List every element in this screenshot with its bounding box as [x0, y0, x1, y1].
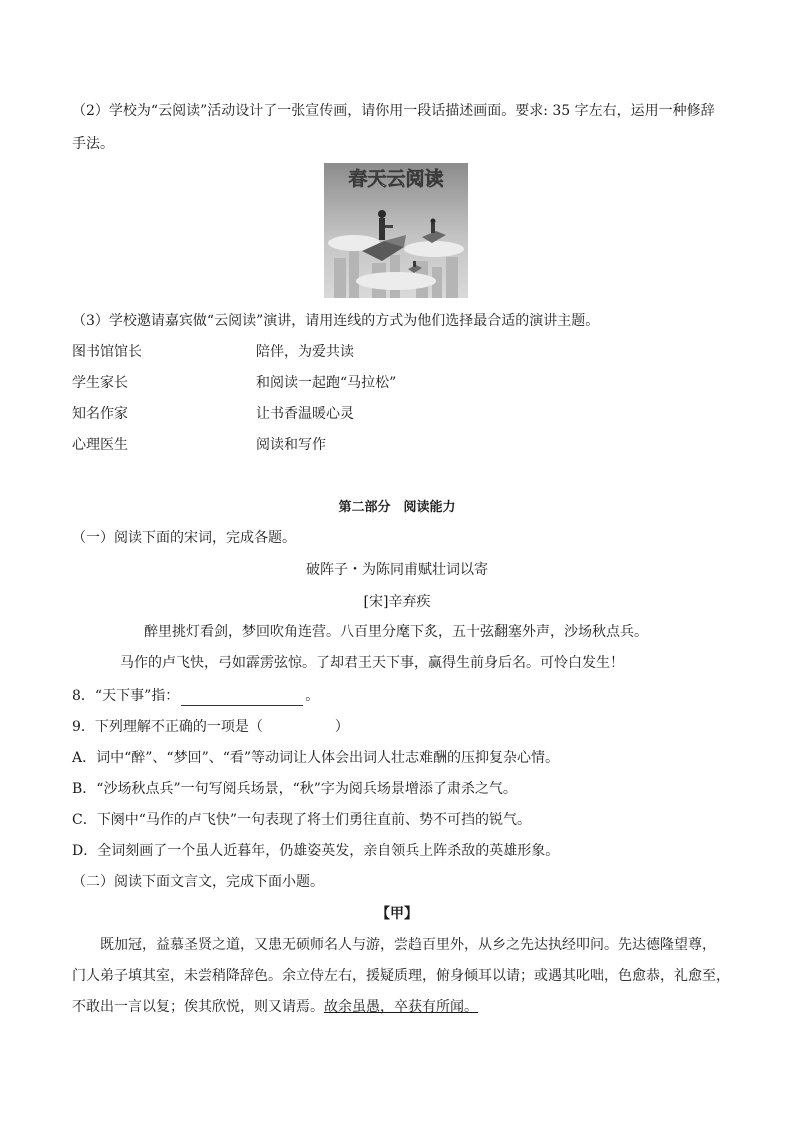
passage-paragraph-line3 — [72, 997, 478, 1017]
question-8 — [72, 686, 319, 706]
section-2-intro: （二）阅读下面文言文，完成下面小题。 — [72, 874, 324, 890]
poster-image — [324, 163, 468, 298]
section-1-intro: （一）阅读下面的宋词，完成各题。 — [72, 530, 296, 546]
passage-paragraph-line1: 既加冠，益慕圣贤之道，又患无硕师名人与游，尝趋百里外，从乡之先达执经叩问。先达德隆望尊， — [100, 937, 716, 953]
question-9-close: ） — [334, 719, 349, 735]
option-d: D．全词刻画了一个虽人近暮年，仍雄姿英发，亲自领兵上阵杀敌的英雄形象。 — [72, 843, 560, 859]
part-2-heading: 第二部分 阅读能力 — [338, 500, 456, 515]
topic-item: 和阅读一起跑“马拉松” — [256, 375, 397, 391]
guest-item: 学生家长 — [72, 375, 128, 391]
topic-item: 让书香温暖心灵 — [256, 406, 354, 422]
answer-blank[interactable] — [181, 691, 303, 706]
poem-line-2: 马作的卢飞快，弓如霹雳弦惊。了却君王天下事，赢得生前身后名。可怜白发生！ — [120, 655, 624, 671]
question-2-text-line2: 手法。 — [72, 136, 114, 152]
question-8-prompt: 8．“天下事”指： — [72, 688, 180, 704]
poster-illustration — [324, 163, 468, 298]
question-9 — [72, 717, 349, 737]
passage-label-jia: 【甲】 — [376, 906, 418, 922]
option-b: B．“沙场秋点兵”一句写阅兵场景，“秋”字为阅兵场景增添了肃杀之气。 — [72, 781, 517, 797]
poem-author: [宋]辛弃疾 — [363, 594, 431, 610]
passage-text: 不敢出一言以复；俟其欣悦，则又请焉。 — [72, 999, 324, 1015]
question-2-text-line1: （2）学校为“云阅读”活动设计了一张宣传画，请你用一段话描述画面。要求: 35 字左右，运用一种修辞 — [72, 103, 715, 119]
option-a: A．词中“醉”、“梦回”、“看”等动词让人体会出词人壮志难酬的压抑复杂心情。 — [72, 750, 560, 766]
poem-line-1: 醉里挑灯看剑，梦回吹角连营。八百里分麾下炙，五十弦翻塞外声，沙场秋点兵。 — [144, 624, 648, 640]
passage-paragraph-line2: 门人弟子填其室，未尝稍降辞色。余立侍左右，援疑质理，俯身倾耳以请；或遇其叱咄，色愈恭，礼愈至， — [72, 968, 730, 984]
question-8-suffix: 。 — [305, 688, 320, 704]
underlined-sentence: 故余虽愚，卒获有所闻。 — [324, 999, 478, 1015]
poster-title: 春天云阅读 — [348, 168, 444, 190]
question-9-prompt: 9．下列理解不正确的一项是（ — [72, 719, 263, 735]
guest-item: 心理医生 — [72, 437, 128, 453]
guest-item: 图书馆馆长 — [72, 344, 142, 360]
option-c: C．下阕中“马作的卢飞快”一句表现了将士们勇往直前、势不可挡的锐气。 — [72, 812, 532, 828]
poem-title: 破阵子・为陈同甫赋壮词以寄 — [306, 562, 488, 578]
guest-item: 知名作家 — [72, 406, 128, 422]
topic-item: 陪伴，为爱共读 — [256, 344, 354, 360]
topic-item: 阅读和写作 — [256, 437, 326, 453]
question-3-prompt: （3）学校邀请嘉宾做“云阅读”演讲，请用连线的方式为他们选择最合适的演讲主题。 — [72, 313, 600, 329]
